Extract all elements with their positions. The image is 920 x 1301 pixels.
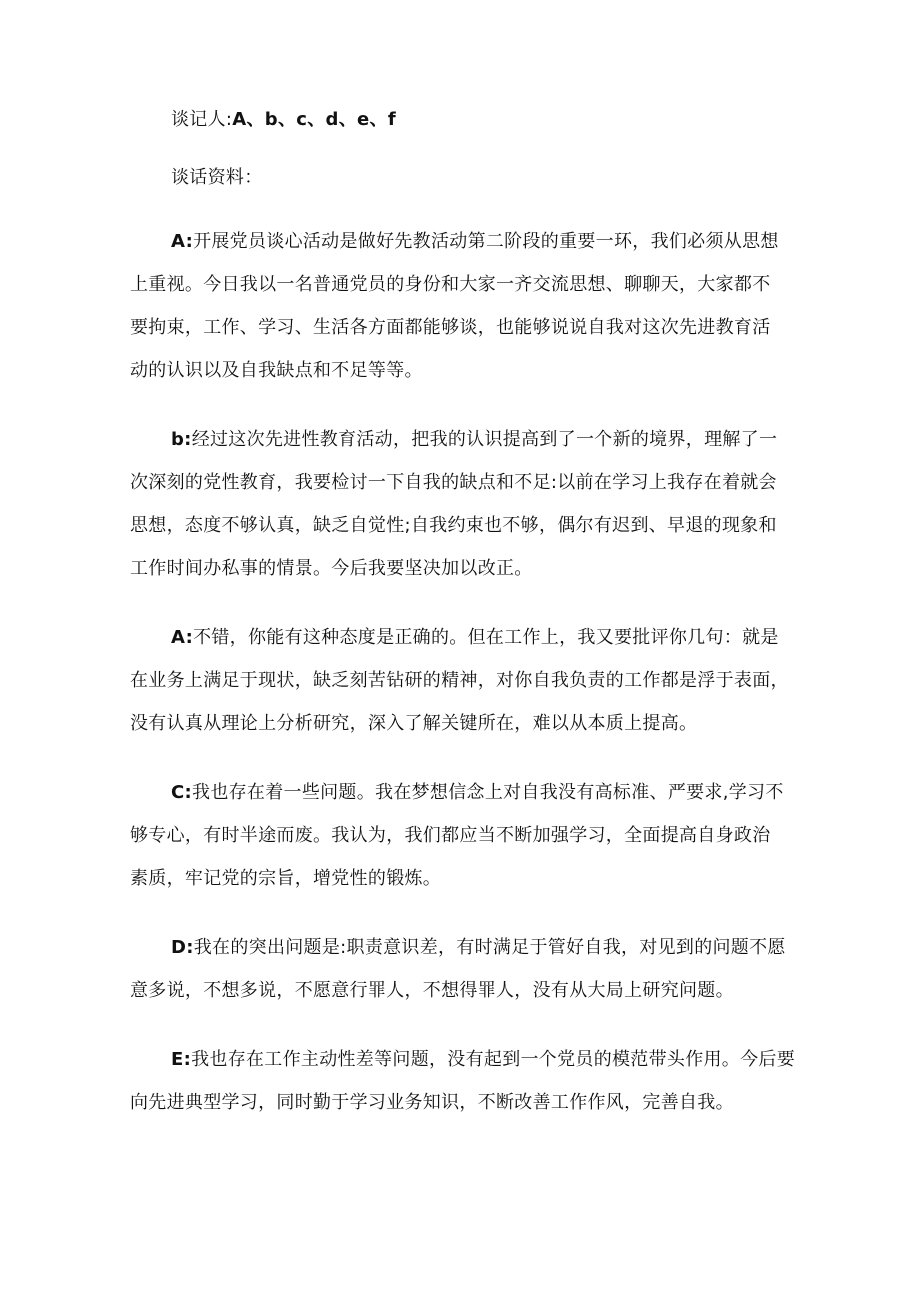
- paragraph-line: 我也存在工作主动性差等问题，没有起到一个党员的模范带头作用。今后要: [191, 1049, 796, 1070]
- paragraph-line: 我在的突出问题是:职责意识差，有时满足于管好自我，对见到的问题不愿: [193, 937, 786, 958]
- paragraph-d: [130, 926, 800, 1012]
- paragraph-line: 经过这次先进性教育活动，把我的认识提高到了一个新的境界，理解了一: [191, 429, 778, 450]
- material-label: 谈话资料：: [171, 167, 263, 188]
- speaker-label: A:: [171, 627, 194, 648]
- paragraph-line: 上重视。今日我以一名普通党员的身份和大家一齐交流思想、聊聊天，大家都不: [130, 274, 771, 295]
- paragraph-line: 意多说，不想多说，不愿意行罪人，不想得罪人，没有从大局上研究问题。: [130, 980, 734, 1001]
- paragraph-line: 开展党员谈心活动是做好先教活动第二阶段的重要一环，我们必须从思想: [193, 231, 779, 252]
- paragraph-line: 工作时间办私事的情景。今后我要坚决加以改正。: [130, 558, 533, 579]
- paragraph-line: 我也存在着一些问题。我在梦想信念上对自我没有高标准、严要求,学习不: [192, 782, 784, 803]
- paragraph-line: 次深刻的党性教育，我要检讨一下自我的缺点和不足:以前在学习上我存在着就会: [130, 472, 777, 493]
- paragraph-a-2: [130, 616, 800, 745]
- paragraph-line: 不错，你能有这种态度是正确的。但在工作上，我又要批评你几句：就是: [193, 627, 779, 648]
- recorders-label: 谈记人:: [171, 109, 233, 130]
- recorders-line: [130, 104, 800, 136]
- paragraph-line: 素质，牢记党的宗旨，增党性的锻炼。: [130, 868, 442, 889]
- paragraph-b: [130, 418, 800, 590]
- paragraph-line: 向先进典型学习，同时勤于学习业务知识，不断改善工作作风，完善自我。: [130, 1092, 734, 1113]
- paragraph-c: [130, 771, 800, 900]
- recorders-value: A、b、c、d、e、f: [232, 109, 396, 130]
- paragraph-line: 没有认真从理论上分析研究，深入了解关键所在，难以从本质上提高。: [130, 713, 698, 734]
- paragraph-line: 动的认识以及自我缺点和不足等等。: [130, 360, 423, 381]
- speaker-label: b:: [171, 429, 192, 450]
- paragraph-line: 够专心，有时半途而废。我认为，我们都应当不断加强学习，全面提高自身政治: [130, 825, 771, 846]
- paragraph-line: 要拘束，工作、学习、生活各方面都能够谈，也能够说说自我对这次先进教育活: [130, 317, 771, 338]
- speaker-label: C:: [171, 782, 193, 803]
- paragraph-e: [130, 1038, 800, 1124]
- speaker-label: A:: [171, 231, 194, 252]
- speaker-label: E:: [171, 1049, 192, 1070]
- speaker-label: D:: [171, 937, 194, 958]
- paragraph-line: 思想，态度不够认真，缺乏自觉性;自我约束也不够，偶尔有迟到、早退的现象和: [130, 515, 777, 536]
- paragraph-line: 在业务上满足于现状，缺乏刻苦钻研的精神，对你自我负责的工作都是浮于表面，: [130, 670, 789, 691]
- paragraph-a-1: [130, 220, 800, 392]
